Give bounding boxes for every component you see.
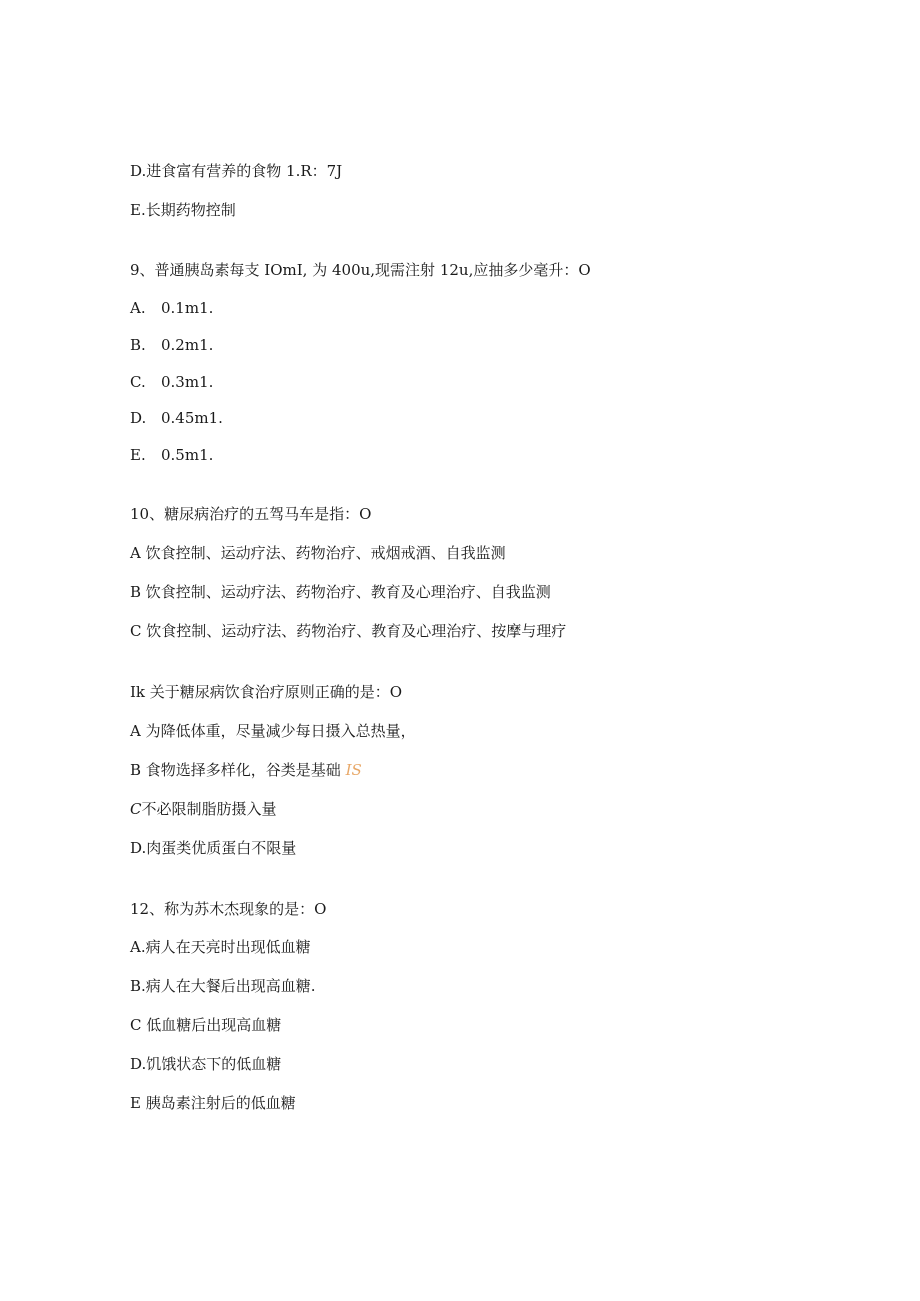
- option-letter: B.: [130, 336, 146, 354]
- option-text: 0.45m1.: [161, 409, 223, 427]
- option-text: 0.2m1.: [161, 336, 214, 354]
- option-text: B 食物选择多样化，谷类是基础: [130, 761, 341, 779]
- q12-option-a: A.病人在天亮时出现低血糖: [130, 938, 311, 956]
- option-text: 0.1m1.: [161, 299, 214, 317]
- q10-option-c: C 饮食控制、运动疗法、药物治疗、教育及心理治疗、按摩与理疗: [130, 622, 567, 640]
- q12-option-d: D.饥饿状态下的低血糖: [130, 1055, 282, 1073]
- q9-option-d: [130, 408, 223, 428]
- q8-option-d: D.进食富有营养的食物 1.R：7J: [130, 162, 343, 180]
- q9-option-a: [130, 298, 213, 318]
- option-text: 0.5m1.: [161, 446, 214, 464]
- option-letter: C.: [130, 373, 146, 391]
- q12-option-c: C 低血糖后出现高血糖: [130, 1016, 282, 1034]
- q12-option-b: B.病人在大餐后出现高血糖.: [130, 977, 316, 995]
- faint-mark: IS: [345, 761, 362, 779]
- q9-stem: 9、普通胰岛素每支 IOmI, 为 400u,现需注射 12u,应抽多少毫升：O: [130, 261, 591, 279]
- option-text: 不必限制脂肪摄入量: [141, 800, 277, 818]
- q9-option-e: [130, 445, 213, 465]
- q8-option-e: E.长期药物控制: [130, 201, 236, 219]
- q10-option-a: A 饮食控制、运动疗法、药物治疗、戒烟戒酒、自我监测: [130, 544, 506, 562]
- q11-option-c: [130, 799, 277, 819]
- q9-option-c: [130, 372, 213, 392]
- option-letter: D.: [130, 409, 147, 427]
- q9-option-b: [130, 335, 213, 355]
- option-letter: E.: [130, 446, 146, 464]
- q10-stem: 10、糖尿病治疗的五驾马车是指：O: [130, 505, 372, 523]
- option-letter: C: [130, 800, 142, 818]
- q11-option-d: D.肉蛋类优质蛋白不限量: [130, 839, 297, 857]
- q11-option-b: [130, 760, 362, 780]
- option-letter: A.: [130, 299, 146, 317]
- option-text: 0.3m1.: [161, 373, 214, 391]
- q11-option-a: A 为降低体重，尽量减少每日摄入总热量，: [130, 722, 416, 740]
- q10-option-b: B 饮食控制、运动疗法、药物治疗、教育及心理治疗、自我监测: [130, 583, 551, 601]
- q12-option-e: E 胰岛素注射后的低血糖: [130, 1094, 296, 1112]
- q11-stem: Ik 关于糖尿病饮食治疗原则正确的是：O: [130, 683, 403, 701]
- q12-stem: 12、称为苏木杰现象的是：O: [130, 900, 327, 918]
